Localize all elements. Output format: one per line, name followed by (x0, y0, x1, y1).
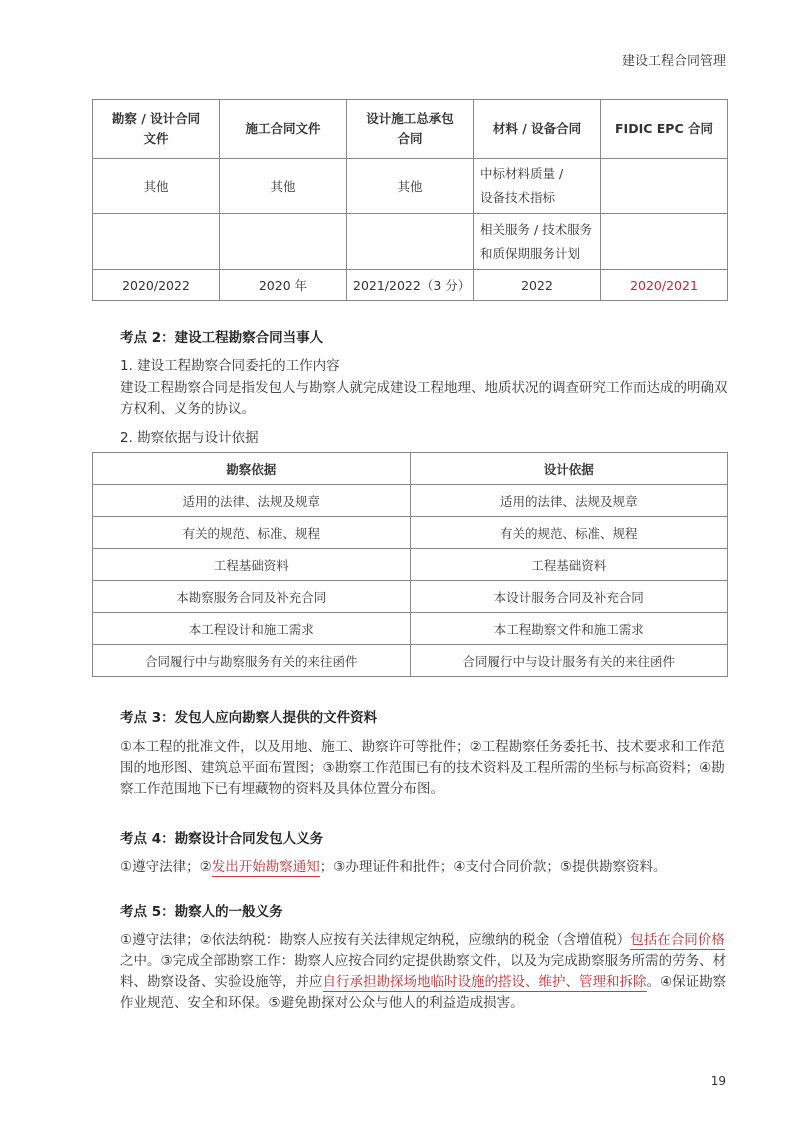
section-5-text: 之中。③完成全部勘察工作：勘察人应按合同约定提供勘察文件，以及为完成勘察服务所需的劳务、材料、勘察设备、实验设施等，并应 (120, 953, 727, 990)
highlighted-phrase: 发出开始勘察通知 (211, 859, 320, 875)
table-row (93, 517, 728, 549)
page-number: 19 (710, 1074, 726, 1088)
table-cell: 2022 (474, 270, 601, 301)
contract-document-table (92, 99, 728, 301)
highlighted-phrase: 自行承担勘探场地临时设施的搭设、维护、管理和拆除 (322, 974, 647, 990)
section-3-title: 考点 3：发包人应向勘察人提供的文件资料 (120, 710, 378, 726)
table-cell: 本工程勘察文件和施工需求 (410, 613, 728, 645)
col-header-fidic-epc: FIDIC EPC 合同 (601, 100, 728, 159)
section-5-text: ①遵守法律；②依法纳税：勘察人应按有关法律规定纳税，应缴纳的税金（含增值税） (120, 932, 631, 948)
basis-comparison-table (92, 452, 728, 677)
table-cell: 2021/2022（3 分） (347, 270, 474, 301)
section-5-text: 。④保证勘察作业规范、安全和环保。⑤避免勘探对公众与他人的利益造成损害。 (120, 974, 727, 1011)
table-cell: 适用的法律、法规及规章 (93, 485, 411, 517)
section-4-title: 考点 4：勘察设计合同发包人义务 (120, 831, 324, 847)
table-cell (601, 214, 728, 270)
section-4-text: ；③办理证件和批件；④支付合同价款；⑤提供勘察资料。 (319, 859, 667, 875)
table-cell: 2020/2022 (93, 270, 220, 301)
table-cell: 适用的法律、法规及规章 (410, 485, 728, 517)
col-header-construction: 施工合同文件 (220, 100, 347, 159)
table-cell: 中标材料质量 / 设备技术指标 (474, 159, 601, 214)
table-row-exam-years (93, 270, 728, 301)
table-cell: 相关服务 / 技术服务 和质保期服务计划 (474, 214, 601, 270)
table-row (93, 581, 728, 613)
table-cell-highlighted: 2020/2021 (601, 270, 728, 301)
section-5-body (120, 930, 728, 1014)
table-header-row (93, 100, 728, 159)
table-row (93, 645, 728, 677)
section-2-item-1-body: 建设工程勘察合同是指发包人与勘察人就完成建设工程地理、地质状况的调查研究工作而达成的明确双方权利、义务的协议。 (120, 380, 728, 417)
col-header-material-equipment: 材料 / 设备合同 (474, 100, 601, 159)
table-cell (347, 214, 474, 270)
table-row (93, 549, 728, 581)
section-3-body: ①本工程的批准文件，以及用地、施工、勘察许可等批件；②工程勘察任务委托书、技术要求和工作范围的地形图、建筑总平面布置图；③勘察工作范围已有的技术资料及工程所需的坐标与标高资料；④勘察工作范围地下已有埋藏物的资料及具体位置分布图。 (120, 739, 725, 797)
table-row (93, 214, 728, 270)
col-header-design-basis: 设计依据 (410, 453, 728, 485)
table-cell (220, 214, 347, 270)
section-2-item-2-title: 2. 勘察依据与设计依据 (120, 430, 259, 446)
table-row (93, 613, 728, 645)
table-cell: 其他 (93, 159, 220, 214)
table-cell: 工程基础资料 (93, 549, 411, 581)
table-row (93, 159, 728, 214)
table-cell (93, 214, 220, 270)
table-cell: 有关的规范、标准、规程 (410, 517, 728, 549)
table-header-row (93, 453, 728, 485)
table-cell: 合同履行中与设计服务有关的来往函件 (410, 645, 728, 677)
section-5-title: 考点 5：勘察人的一般义务 (120, 904, 283, 920)
section-2-title: 考点 2：建设工程勘察合同当事人 (120, 330, 324, 346)
table-cell: 有关的规范、标准、规程 (93, 517, 411, 549)
section-2-item-1-title: 1. 建设工程勘察合同委托的工作内容 (120, 358, 340, 374)
table-row (93, 485, 728, 517)
running-header: 建设工程合同管理 (621, 54, 726, 69)
col-header-epc-general: 设计施工总承包 合同 (347, 100, 474, 159)
col-header-survey-design: 勘察 / 设计合同 文件 (93, 100, 220, 159)
table-cell (601, 159, 728, 214)
table-cell: 合同履行中与勘察服务有关的来往函件 (93, 645, 411, 677)
table-cell: 其他 (347, 159, 474, 214)
col-header-survey-basis: 勘察依据 (93, 453, 411, 485)
table-cell: 本勘察服务合同及补充合同 (93, 581, 411, 613)
table-cell: 其他 (220, 159, 347, 214)
table-cell: 本工程设计和施工需求 (93, 613, 411, 645)
table-cell: 工程基础资料 (410, 549, 728, 581)
table-cell: 本设计服务合同及补充合同 (410, 581, 728, 613)
table-cell: 2020 年 (220, 270, 347, 301)
section-4-body (120, 857, 728, 878)
section-4-text: ①遵守法律；② (120, 859, 212, 875)
highlighted-phrase: 包括在合同价格 (630, 932, 725, 948)
